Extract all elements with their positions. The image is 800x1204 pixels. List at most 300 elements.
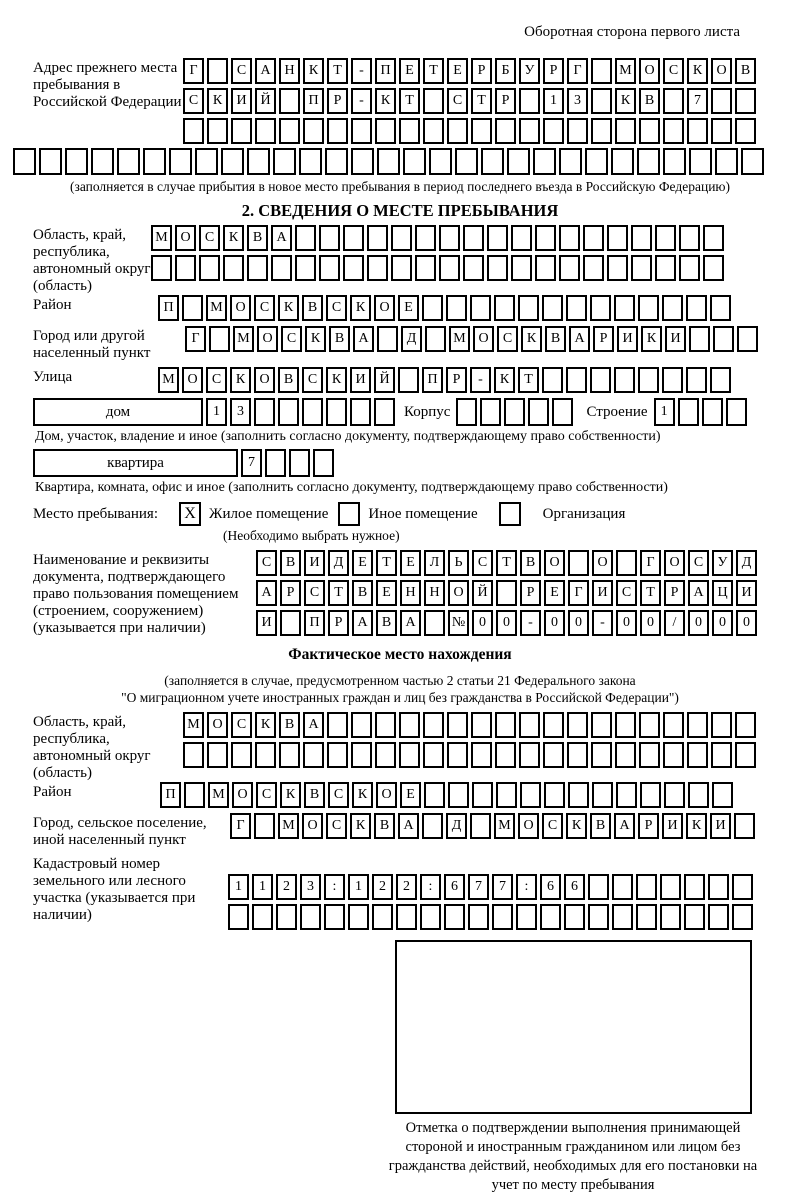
char-cell[interactable]: К	[305, 326, 326, 352]
char-cell[interactable]	[710, 367, 731, 393]
char-cell[interactable]	[299, 148, 322, 175]
char-cell[interactable]	[327, 742, 348, 768]
char-cell[interactable]	[737, 326, 758, 352]
char-cell[interactable]	[255, 742, 276, 768]
char-cell[interactable]	[591, 742, 612, 768]
char-cell[interactable]	[91, 148, 114, 175]
char-cell[interactable]	[687, 118, 708, 144]
char-cell[interactable]	[276, 904, 297, 930]
char-cell[interactable]: Р	[328, 610, 349, 636]
char-cell[interactable]	[487, 225, 508, 251]
char-cell[interactable]	[543, 742, 564, 768]
char-cell[interactable]: 7	[687, 88, 708, 114]
char-cell[interactable]: Т	[471, 88, 492, 114]
char-cell[interactable]	[684, 904, 705, 930]
char-cell[interactable]	[678, 398, 699, 426]
char-cell[interactable]: С	[326, 813, 347, 839]
char-cell[interactable]	[13, 148, 36, 175]
char-cell[interactable]	[607, 255, 628, 281]
char-cell[interactable]	[65, 148, 88, 175]
char-cell[interactable]: М	[615, 58, 636, 84]
char-cell[interactable]	[583, 255, 604, 281]
checkbox-residential[interactable]: X	[179, 502, 201, 526]
char-cell[interactable]: А	[303, 712, 324, 738]
char-cell[interactable]	[519, 712, 540, 738]
char-cell[interactable]: 1	[206, 398, 227, 426]
char-cell[interactable]: К	[223, 225, 244, 251]
char-cell[interactable]	[590, 367, 611, 393]
char-cell[interactable]	[504, 398, 525, 426]
char-cell[interactable]: М	[158, 367, 179, 393]
char-cell[interactable]: В	[352, 580, 373, 606]
char-cell[interactable]: О	[518, 813, 539, 839]
char-cell[interactable]	[367, 255, 388, 281]
char-cell[interactable]	[468, 904, 489, 930]
char-cell[interactable]: Т	[496, 550, 517, 576]
char-cell[interactable]: В	[639, 88, 660, 114]
char-cell[interactable]: Т	[376, 550, 397, 576]
char-cell[interactable]	[303, 742, 324, 768]
char-cell[interactable]	[660, 874, 681, 900]
char-cell[interactable]	[375, 742, 396, 768]
char-cell[interactable]	[487, 255, 508, 281]
char-cell[interactable]: Й	[472, 580, 493, 606]
char-cell[interactable]	[614, 295, 635, 321]
char-cell[interactable]	[183, 742, 204, 768]
char-cell[interactable]: И	[665, 326, 686, 352]
char-cell[interactable]: С	[256, 782, 277, 808]
char-cell[interactable]	[689, 148, 712, 175]
char-cell[interactable]	[207, 58, 228, 84]
char-cell[interactable]: О	[182, 367, 203, 393]
char-cell[interactable]	[396, 904, 417, 930]
char-cell[interactable]	[183, 118, 204, 144]
char-cell[interactable]: Р	[280, 580, 301, 606]
char-cell[interactable]: П	[422, 367, 443, 393]
char-cell[interactable]: Т	[328, 580, 349, 606]
char-cell[interactable]: К	[207, 88, 228, 114]
char-cell[interactable]	[703, 225, 724, 251]
char-cell[interactable]	[455, 148, 478, 175]
char-cell[interactable]	[663, 712, 684, 738]
char-cell[interactable]	[631, 255, 652, 281]
char-cell[interactable]: Е	[400, 550, 421, 576]
char-cell[interactable]: С	[231, 712, 252, 738]
char-cell[interactable]	[39, 148, 62, 175]
char-cell[interactable]	[710, 295, 731, 321]
char-cell[interactable]: С	[256, 550, 277, 576]
char-cell[interactable]: :	[324, 874, 345, 900]
char-cell[interactable]	[679, 255, 700, 281]
char-cell[interactable]: В	[735, 58, 756, 84]
char-cell[interactable]	[660, 904, 681, 930]
char-cell[interactable]: А	[352, 610, 373, 636]
char-cell[interactable]: С	[447, 88, 468, 114]
char-cell[interactable]	[415, 255, 436, 281]
char-cell[interactable]: 1	[228, 874, 249, 900]
char-cell[interactable]	[542, 367, 563, 393]
char-cell[interactable]: К	[521, 326, 542, 352]
char-cell[interactable]	[254, 813, 275, 839]
char-cell[interactable]: Г	[185, 326, 206, 352]
char-cell[interactable]: К	[352, 782, 373, 808]
char-cell[interactable]: К	[278, 295, 299, 321]
char-cell[interactable]: 1	[348, 874, 369, 900]
char-cell[interactable]: А	[400, 610, 421, 636]
char-cell[interactable]	[429, 148, 452, 175]
char-cell[interactable]	[391, 255, 412, 281]
char-cell[interactable]: 0	[640, 610, 661, 636]
char-cell[interactable]: Г	[567, 58, 588, 84]
char-cell[interactable]: С	[302, 367, 323, 393]
char-cell[interactable]	[535, 255, 556, 281]
char-cell[interactable]	[372, 904, 393, 930]
char-cell[interactable]: 7	[468, 874, 489, 900]
char-cell[interactable]: И	[304, 550, 325, 576]
char-cell[interactable]	[568, 550, 589, 576]
char-cell[interactable]: Р	[638, 813, 659, 839]
char-cell[interactable]	[543, 118, 564, 144]
char-cell[interactable]	[223, 255, 244, 281]
char-cell[interactable]	[278, 398, 299, 426]
char-cell[interactable]	[117, 148, 140, 175]
char-cell[interactable]	[424, 782, 445, 808]
char-cell[interactable]: Л	[424, 550, 445, 576]
char-cell[interactable]	[741, 148, 764, 175]
char-cell[interactable]: Е	[400, 782, 421, 808]
char-cell[interactable]	[734, 813, 755, 839]
char-cell[interactable]	[638, 295, 659, 321]
char-cell[interactable]: Е	[352, 550, 373, 576]
char-cell[interactable]: В	[302, 295, 323, 321]
char-cell[interactable]	[471, 712, 492, 738]
char-cell[interactable]	[279, 742, 300, 768]
char-cell[interactable]: В	[374, 813, 395, 839]
char-cell[interactable]	[616, 782, 637, 808]
char-cell[interactable]	[542, 295, 563, 321]
char-cell[interactable]	[687, 712, 708, 738]
char-cell[interactable]	[415, 225, 436, 251]
char-cell[interactable]: 0	[568, 610, 589, 636]
char-cell[interactable]	[265, 449, 286, 477]
char-cell[interactable]: И	[231, 88, 252, 114]
char-cell[interactable]: В	[304, 782, 325, 808]
char-cell[interactable]	[689, 326, 710, 352]
char-cell[interactable]: 0	[472, 610, 493, 636]
char-cell[interactable]	[399, 742, 420, 768]
char-cell[interactable]	[481, 148, 504, 175]
char-cell[interactable]: -	[592, 610, 613, 636]
char-cell[interactable]	[567, 712, 588, 738]
char-cell[interactable]	[279, 118, 300, 144]
char-cell[interactable]	[348, 904, 369, 930]
char-cell[interactable]: Ь	[448, 550, 469, 576]
char-cell[interactable]	[375, 712, 396, 738]
char-cell[interactable]	[471, 118, 492, 144]
char-cell[interactable]	[663, 88, 684, 114]
char-cell[interactable]: О	[711, 58, 732, 84]
char-cell[interactable]	[254, 398, 275, 426]
char-cell[interactable]: Й	[255, 88, 276, 114]
char-cell[interactable]	[735, 118, 756, 144]
char-cell[interactable]: И	[256, 610, 277, 636]
char-cell[interactable]	[313, 449, 334, 477]
char-cell[interactable]: Д	[736, 550, 757, 576]
char-cell[interactable]	[247, 148, 270, 175]
char-cell[interactable]: 0	[544, 610, 565, 636]
char-cell[interactable]: 3	[567, 88, 588, 114]
char-cell[interactable]	[616, 550, 637, 576]
char-cell[interactable]	[585, 148, 608, 175]
char-cell[interactable]: Д	[328, 550, 349, 576]
char-cell[interactable]	[351, 742, 372, 768]
char-cell[interactable]: А	[398, 813, 419, 839]
char-cell[interactable]: В	[590, 813, 611, 839]
char-cell[interactable]: Р	[495, 88, 516, 114]
char-cell[interactable]	[715, 148, 738, 175]
char-cell[interactable]	[639, 712, 660, 738]
char-cell[interactable]	[391, 225, 412, 251]
char-cell[interactable]	[507, 148, 530, 175]
char-cell[interactable]	[463, 225, 484, 251]
char-cell[interactable]	[271, 255, 292, 281]
char-cell[interactable]	[303, 118, 324, 144]
char-cell[interactable]	[735, 88, 756, 114]
char-cell[interactable]	[492, 904, 513, 930]
char-cell[interactable]	[663, 742, 684, 768]
char-cell[interactable]: Е	[376, 580, 397, 606]
char-cell[interactable]: К	[280, 782, 301, 808]
char-cell[interactable]	[423, 88, 444, 114]
char-cell[interactable]: К	[255, 712, 276, 738]
char-cell[interactable]	[472, 782, 493, 808]
char-cell[interactable]	[351, 712, 372, 738]
char-cell[interactable]: О	[639, 58, 660, 84]
char-cell[interactable]	[533, 148, 556, 175]
char-cell[interactable]	[708, 874, 729, 900]
char-cell[interactable]: С	[497, 326, 518, 352]
char-cell[interactable]	[182, 295, 203, 321]
char-cell[interactable]: Н	[279, 58, 300, 84]
char-cell[interactable]	[207, 742, 228, 768]
char-cell[interactable]	[399, 118, 420, 144]
char-cell[interactable]	[713, 326, 734, 352]
char-cell[interactable]: 1	[654, 398, 675, 426]
char-cell[interactable]: С	[472, 550, 493, 576]
char-cell[interactable]	[439, 255, 460, 281]
char-cell[interactable]: Р	[471, 58, 492, 84]
char-cell[interactable]: М	[494, 813, 515, 839]
char-cell[interactable]	[422, 813, 443, 839]
char-cell[interactable]	[319, 225, 340, 251]
char-cell[interactable]	[377, 326, 398, 352]
char-cell[interactable]: Т	[399, 88, 420, 114]
char-cell[interactable]	[688, 782, 709, 808]
char-cell[interactable]	[568, 782, 589, 808]
char-cell[interactable]	[732, 874, 753, 900]
char-cell[interactable]	[494, 295, 515, 321]
char-cell[interactable]	[684, 874, 705, 900]
char-cell[interactable]	[423, 742, 444, 768]
char-cell[interactable]: Т	[640, 580, 661, 606]
char-cell[interactable]	[663, 118, 684, 144]
char-cell[interactable]: /	[664, 610, 685, 636]
char-cell[interactable]	[511, 225, 532, 251]
char-cell[interactable]: О	[544, 550, 565, 576]
char-cell[interactable]	[615, 742, 636, 768]
char-cell[interactable]	[470, 813, 491, 839]
char-cell[interactable]	[588, 874, 609, 900]
char-cell[interactable]: К	[566, 813, 587, 839]
char-cell[interactable]: М	[233, 326, 254, 352]
char-cell[interactable]	[511, 255, 532, 281]
char-cell[interactable]	[207, 118, 228, 144]
char-cell[interactable]: Ц	[712, 580, 733, 606]
char-cell[interactable]	[702, 398, 723, 426]
char-cell[interactable]	[708, 904, 729, 930]
char-cell[interactable]	[495, 118, 516, 144]
char-cell[interactable]	[566, 295, 587, 321]
char-cell[interactable]: Е	[399, 58, 420, 84]
char-cell[interactable]	[711, 88, 732, 114]
char-cell[interactable]: Д	[401, 326, 422, 352]
char-cell[interactable]	[564, 904, 585, 930]
char-cell[interactable]: 3	[300, 874, 321, 900]
char-cell[interactable]: 3	[230, 398, 251, 426]
char-cell[interactable]: О	[257, 326, 278, 352]
char-cell[interactable]	[711, 742, 732, 768]
char-cell[interactable]	[425, 326, 446, 352]
char-cell[interactable]: В	[545, 326, 566, 352]
char-cell[interactable]	[612, 904, 633, 930]
char-cell[interactable]	[295, 255, 316, 281]
char-cell[interactable]	[735, 742, 756, 768]
char-cell[interactable]	[567, 118, 588, 144]
char-cell[interactable]	[319, 255, 340, 281]
char-cell[interactable]: М	[278, 813, 299, 839]
char-cell[interactable]: К	[350, 813, 371, 839]
char-cell[interactable]: В	[376, 610, 397, 636]
char-cell[interactable]: Р	[543, 58, 564, 84]
char-cell[interactable]	[439, 225, 460, 251]
char-cell[interactable]	[423, 712, 444, 738]
char-cell[interactable]: М	[206, 295, 227, 321]
char-cell[interactable]	[422, 295, 443, 321]
char-cell[interactable]: К	[326, 367, 347, 393]
char-cell[interactable]	[583, 225, 604, 251]
char-cell[interactable]: 2	[396, 874, 417, 900]
char-cell[interactable]: П	[303, 88, 324, 114]
char-cell[interactable]	[280, 610, 301, 636]
char-cell[interactable]	[703, 255, 724, 281]
char-cell[interactable]	[247, 255, 268, 281]
char-cell[interactable]	[351, 118, 372, 144]
char-cell[interactable]: Д	[446, 813, 467, 839]
char-cell[interactable]: 0	[616, 610, 637, 636]
char-cell[interactable]: У	[712, 550, 733, 576]
char-cell[interactable]	[679, 225, 700, 251]
char-cell[interactable]	[300, 904, 321, 930]
char-cell[interactable]	[169, 148, 192, 175]
char-cell[interactable]	[687, 742, 708, 768]
char-cell[interactable]	[614, 367, 635, 393]
char-cell[interactable]	[636, 904, 657, 930]
char-cell[interactable]: 1	[543, 88, 564, 114]
char-cell[interactable]: К	[687, 58, 708, 84]
char-cell[interactable]: П	[160, 782, 181, 808]
char-cell[interactable]: С	[688, 550, 709, 576]
char-cell[interactable]	[612, 874, 633, 900]
char-cell[interactable]	[543, 712, 564, 738]
char-cell[interactable]	[662, 295, 683, 321]
char-cell[interactable]	[519, 742, 540, 768]
char-cell[interactable]: С	[231, 58, 252, 84]
char-cell[interactable]: 2	[372, 874, 393, 900]
char-cell[interactable]	[279, 88, 300, 114]
char-cell[interactable]	[519, 118, 540, 144]
char-cell[interactable]: О	[374, 295, 395, 321]
char-cell[interactable]	[289, 449, 310, 477]
char-cell[interactable]: И	[710, 813, 731, 839]
char-cell[interactable]: А	[256, 580, 277, 606]
char-cell[interactable]	[399, 712, 420, 738]
char-cell[interactable]	[447, 742, 468, 768]
char-cell[interactable]	[377, 148, 400, 175]
char-cell[interactable]	[446, 295, 467, 321]
char-cell[interactable]	[480, 398, 501, 426]
checkbox-other-premises[interactable]	[338, 502, 360, 526]
char-cell[interactable]: И	[736, 580, 757, 606]
char-cell[interactable]	[615, 118, 636, 144]
char-cell[interactable]: В	[520, 550, 541, 576]
char-cell[interactable]	[520, 782, 541, 808]
char-cell[interactable]	[726, 398, 747, 426]
char-cell[interactable]	[535, 225, 556, 251]
char-cell[interactable]	[711, 118, 732, 144]
char-cell[interactable]: Й	[374, 367, 395, 393]
char-cell[interactable]	[567, 742, 588, 768]
char-cell[interactable]: -	[520, 610, 541, 636]
char-cell[interactable]	[591, 88, 612, 114]
char-cell[interactable]	[591, 712, 612, 738]
char-cell[interactable]: О	[592, 550, 613, 576]
char-cell[interactable]: С	[199, 225, 220, 251]
char-cell[interactable]	[350, 398, 371, 426]
char-cell[interactable]	[221, 148, 244, 175]
char-cell[interactable]	[637, 148, 660, 175]
char-cell[interactable]: Е	[544, 580, 565, 606]
char-cell[interactable]: К	[686, 813, 707, 839]
char-cell[interactable]	[343, 225, 364, 251]
char-cell[interactable]	[231, 118, 252, 144]
char-cell[interactable]: В	[278, 367, 299, 393]
char-cell[interactable]	[732, 904, 753, 930]
char-cell[interactable]: В	[280, 550, 301, 576]
char-cell[interactable]: Р	[593, 326, 614, 352]
char-cell[interactable]: 0	[736, 610, 757, 636]
char-cell[interactable]	[607, 225, 628, 251]
char-cell[interactable]	[444, 904, 465, 930]
char-cell[interactable]	[559, 255, 580, 281]
char-cell[interactable]	[471, 742, 492, 768]
char-cell[interactable]: Г	[568, 580, 589, 606]
char-cell[interactable]	[639, 742, 660, 768]
char-cell[interactable]: С	[328, 782, 349, 808]
char-cell[interactable]: Р	[327, 88, 348, 114]
char-cell[interactable]	[495, 712, 516, 738]
char-cell[interactable]	[184, 782, 205, 808]
char-cell[interactable]	[343, 255, 364, 281]
